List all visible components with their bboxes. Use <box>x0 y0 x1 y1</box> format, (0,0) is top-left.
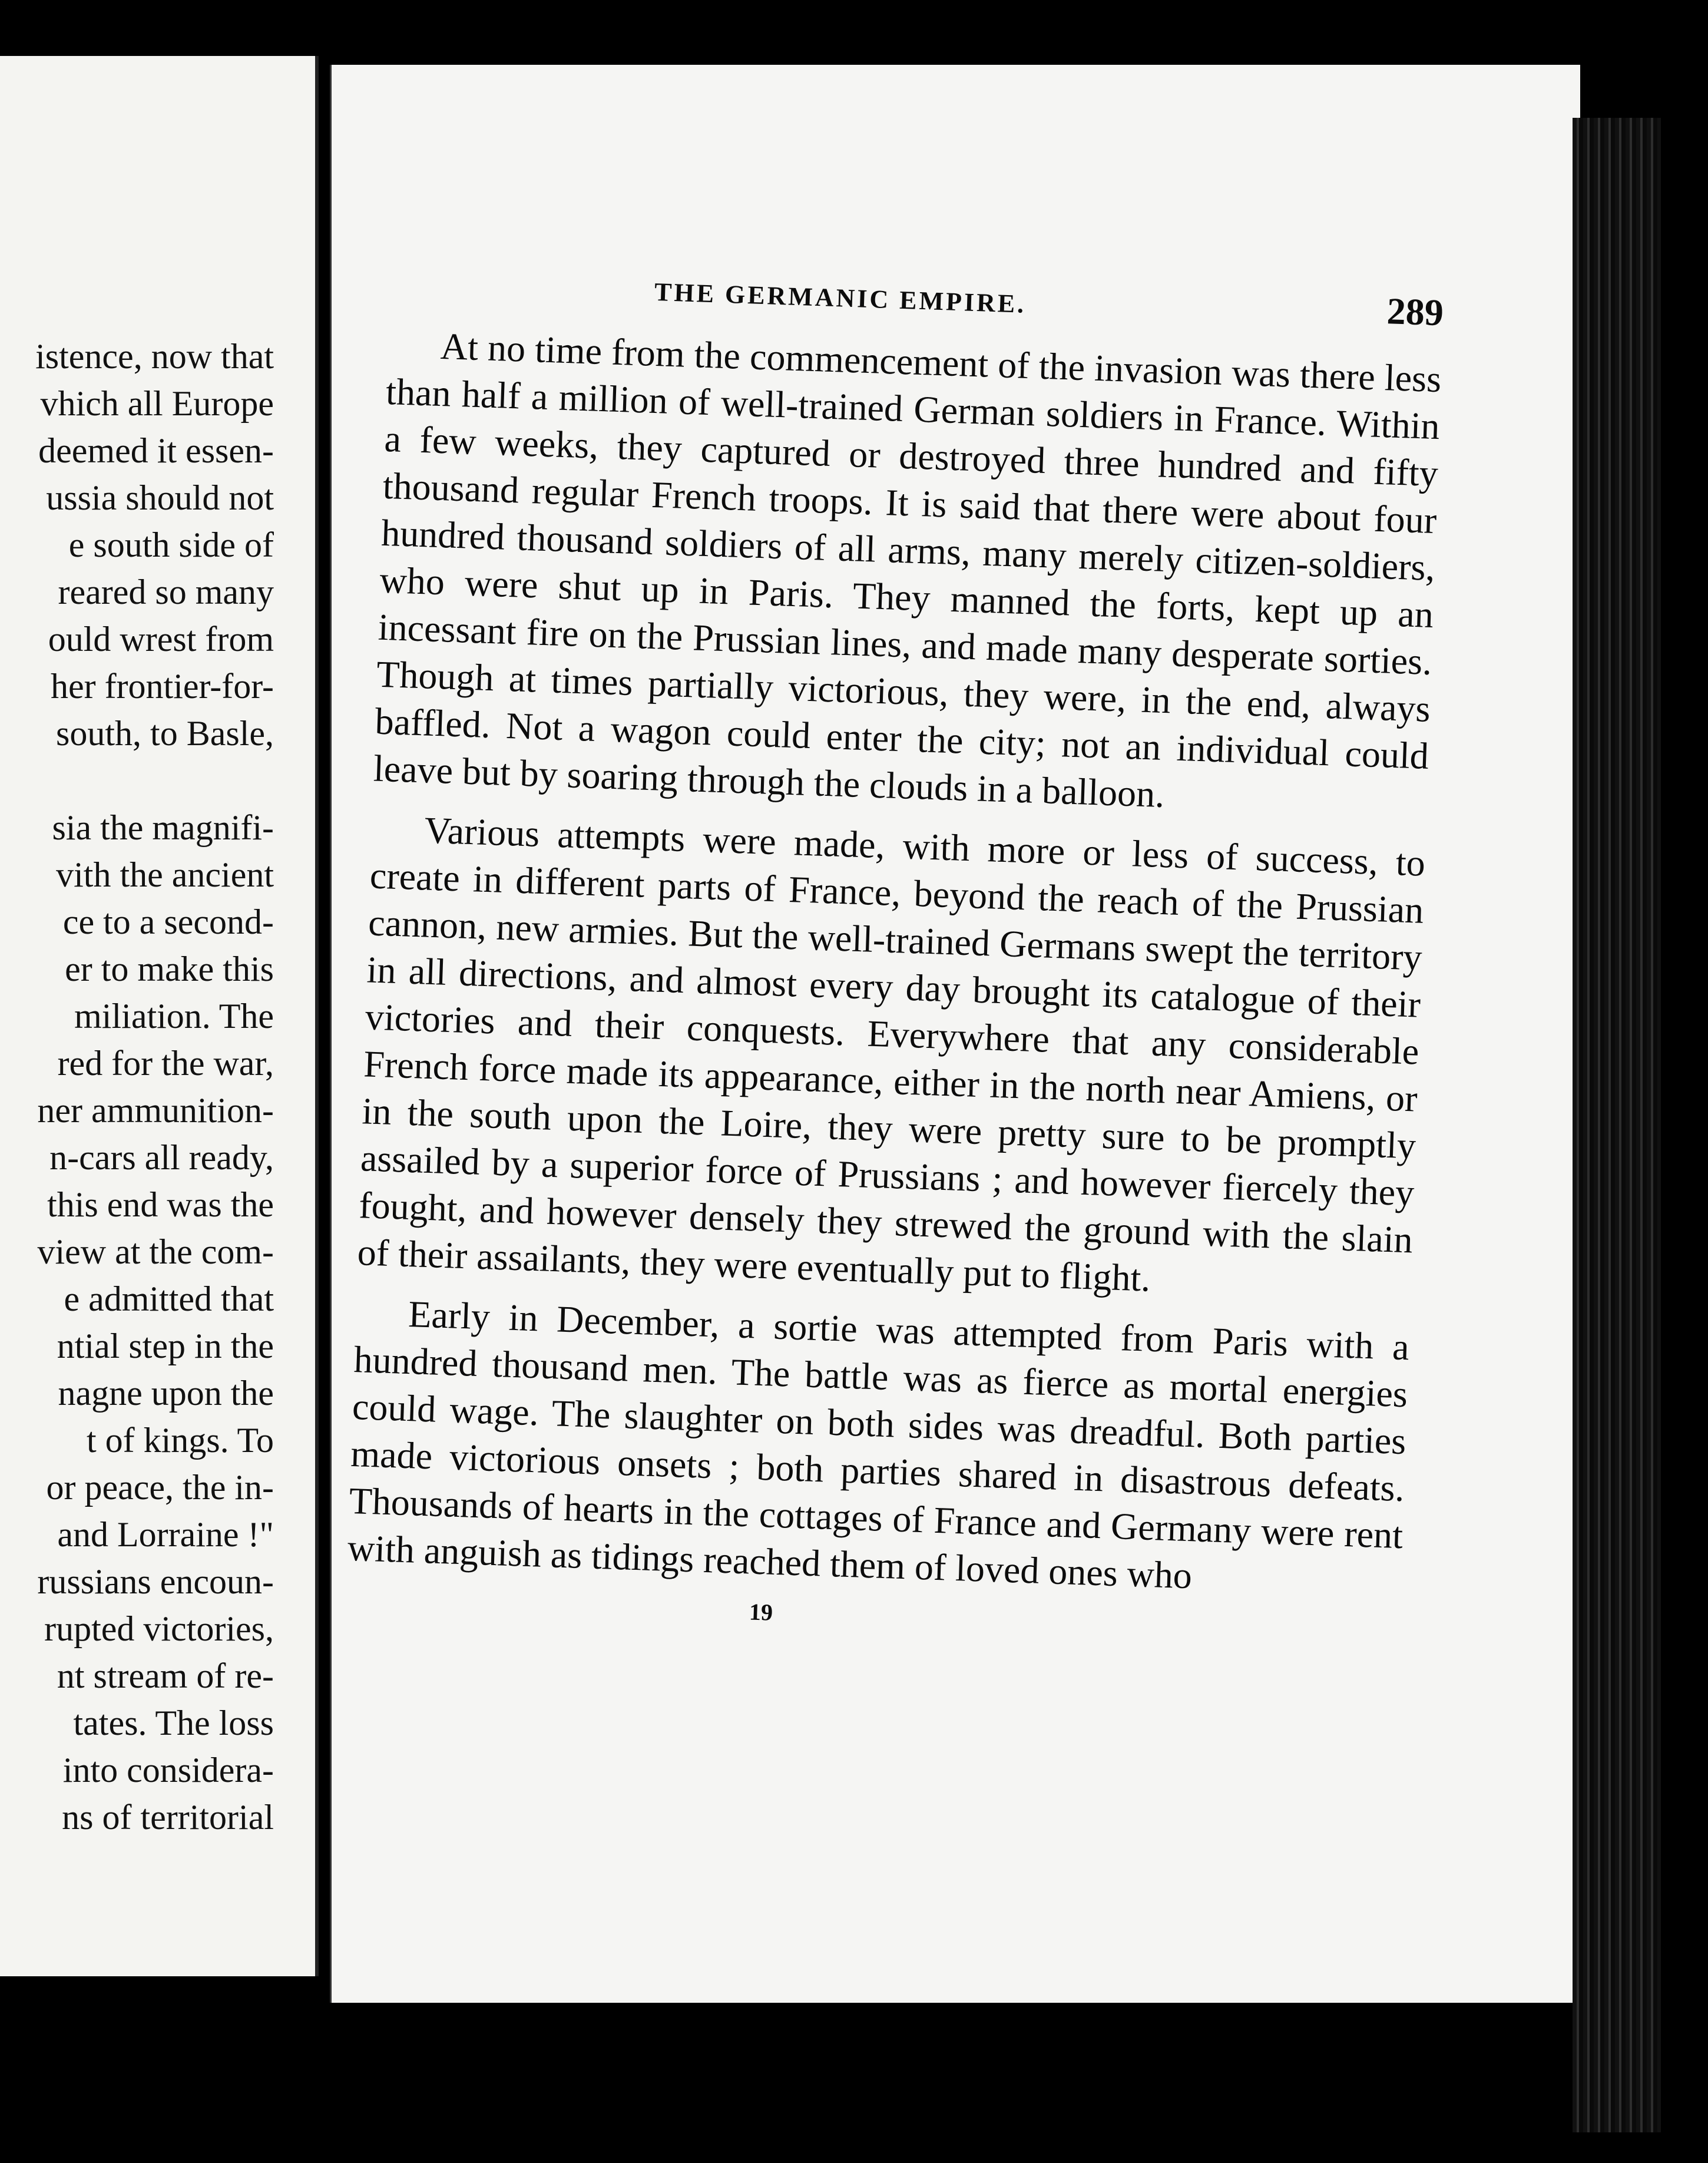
running-title: THE GERMANIC EMPIRE. <box>654 277 1027 319</box>
left-page-line: ner ammunition- <box>37 1091 274 1130</box>
signature-mark: 19 <box>749 1598 773 1626</box>
paragraph-3: Early in December, a sortie was attempted from Paris with a hundred thousand men. The battle was as fierce as mortal energies could wage. The slaughter on both sides was dreadful. Both parties made victorious onsets ; both parties shared in disastrous defeats. Thousands of hearts in the cottages of France and Germany were rent with anguish as tidings reached them of loved ones who <box>347 1293 1410 1597</box>
left-page-line: ce to a second- <box>62 902 274 941</box>
left-page-line: sia the magnifi- <box>52 808 274 847</box>
left-page-line: istence, now that <box>35 337 274 376</box>
left-page <box>0 56 319 1976</box>
left-page-gap <box>0 757 274 804</box>
book-page-edge <box>1573 118 1661 2132</box>
left-page-line: ntial step in the <box>57 1327 274 1365</box>
left-page-line: or peace, the in- <box>46 1468 274 1507</box>
left-page-line: nagne upon the <box>58 1374 274 1413</box>
left-page-line: rupted victories, <box>44 1609 274 1648</box>
left-page-line: er to make this <box>65 950 274 988</box>
right-page <box>330 65 1580 2003</box>
paragraph-1: At no time from the commencement of the invasion was there less than half a million of well-trained German soldiers in France. Within a few weeks, they captured or destroyed three hundred and fifty thousand regular French troops. It is said that there were about four hundred thousand soldiers of all arms, many merely citizen-soldiers, who were shut up in Paris. They manned the forts, kept up an incessant fire on the Prussian lines, and made many desperate sorties. Though at times partially victorious, they were, in the end, always baffled. Not a wagon could enter the city; not an individual could leave but by soaring through the clouds in a balloon. <box>372 325 1442 816</box>
paragraph-2: Various attempts were made, with more or less of success, to create in different parts of France, beyond the reach of the Prussian cannon, new armies. But the well-trained Germans swept the territory in all directions, and almost every day brought its catalogue of their victories and their conquests. Everywhere that any considerable French force made its appearance, either in the north near Amiens, or in the south upon the Loire, they were pretty sure to be promptly assailed by a superior force of Prussians ; and however fiercely they fought, and however densely they strewed the ground with the slain of their assailants, they were eventually put to flight. <box>356 809 1426 1299</box>
left-page-line: t of kings. To <box>86 1421 274 1460</box>
left-page-line: south, to Basle, <box>56 714 274 753</box>
left-page-line: red for the war, <box>57 1044 274 1083</box>
left-page-line: russians encoun- <box>37 1562 274 1601</box>
left-page-line: vhich all Europe <box>40 384 274 423</box>
left-page-line: ns of territorial <box>62 1798 274 1837</box>
left-page-line: miliation. The <box>74 997 274 1036</box>
left-page-line: into considera- <box>62 1751 274 1790</box>
left-page-line: nt stream of re- <box>57 1656 274 1695</box>
left-page-line: tates. The loss <box>73 1704 274 1742</box>
left-page-line: deemed it essen- <box>38 431 274 470</box>
left-page-line: this end was the <box>47 1185 274 1224</box>
left-page-line: reared so many <box>58 573 274 611</box>
left-page-line: and Lorraine !" <box>57 1515 274 1554</box>
left-page-line: e south side of <box>68 525 274 564</box>
left-page-line: her frontier-for- <box>50 667 274 706</box>
left-page-text <box>0 333 274 1841</box>
left-page-line: ould wrest from <box>48 620 274 659</box>
left-page-line: vith the ancient <box>56 855 274 894</box>
left-page-line: n-cars all ready, <box>49 1138 274 1177</box>
left-page-line: e admitted that <box>64 1279 274 1318</box>
left-page-line: ussia should not <box>46 478 274 517</box>
page-number: 289 <box>1386 290 1444 334</box>
left-page-line: view at the com- <box>37 1232 274 1271</box>
page-text-block <box>346 256 1444 1647</box>
